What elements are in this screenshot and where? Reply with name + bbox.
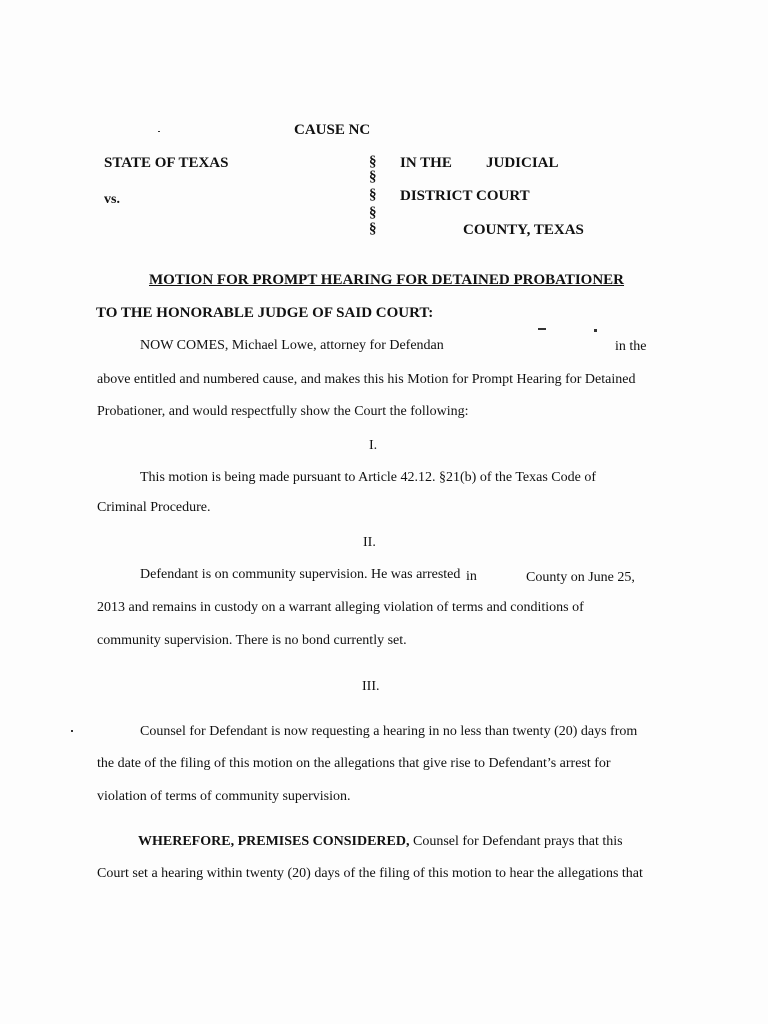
section-text-line: violation of terms of community supervision. (97, 789, 351, 804)
wherefore-line-1 (138, 834, 623, 850)
section-symbol: § (369, 169, 377, 185)
section-text-line: community supervision. There is no bond currently set. (97, 633, 407, 648)
caption-district-court: DISTRICT COURT (400, 188, 530, 204)
wherefore-line-2: Court set a hearing within twenty (20) days of the filing of this motion to hear the allegations that (97, 866, 643, 881)
section-symbol: § (369, 205, 377, 221)
section-text-line: 2013 and remains in custody on a warrant alleging violation of terms and conditions of (97, 600, 584, 615)
document-title: MOTION FOR PROMPT HEARING FOR DETAINED PROBATIONER (149, 272, 625, 288)
section-heading: I. (369, 438, 378, 453)
section-symbol: § (369, 187, 377, 203)
section-heading: II. (363, 535, 376, 550)
scan-speck (71, 730, 73, 732)
salutation: TO THE HONORABLE JUDGE OF SAID COURT: (96, 305, 434, 321)
scan-speck (538, 328, 546, 330)
section-text-fragment: in (466, 569, 477, 584)
section-symbol: § (369, 154, 377, 170)
section-text-line: the date of the filing of this motion on the allegations that give rise to Defendant’s arrest for (97, 756, 611, 771)
section-text-line: Criminal Procedure. (97, 500, 211, 515)
wherefore-lead: WHEREFORE, PREMISES CONSIDERED, (138, 834, 410, 849)
section-text-line: This motion is being made pursuant to Article 42.12. §21(b) of the Texas Code of (140, 470, 597, 485)
caption-versus: vs. (104, 192, 120, 207)
caption-county-texas: COUNTY, TEXAS (463, 222, 584, 238)
caption-court-judicial: JUDICIAL (486, 155, 559, 171)
section-heading: III. (362, 679, 380, 694)
intro-line-2: above entitled and numbered cause, and makes this his Motion for Prompt Hearing for Detained (97, 372, 636, 387)
caption-court-in-the: IN THE (400, 155, 452, 171)
section-text-line: Defendant is on community supervision. He was arrested (140, 567, 461, 582)
intro-line-1: NOW COMES, Michael Lowe, attorney for Defendan (140, 338, 444, 353)
section-text-fragment: County on June 25, (526, 570, 635, 585)
section-symbol: § (369, 221, 377, 237)
caption-party-state: STATE OF TEXAS (104, 155, 229, 171)
section-text-line: Counsel for Defendant is now requesting a hearing in no less than twenty (20) days from (140, 724, 638, 739)
scan-speck (158, 131, 160, 132)
scan-speck (594, 329, 597, 332)
wherefore-rest: Counsel for Defendant prays that this (413, 834, 623, 849)
intro-line-1-end: in the (615, 339, 647, 354)
intro-line-3: Probationer, and would respectfully show the Court the following: (97, 404, 469, 419)
cause-number-label: CAUSE NC (294, 122, 371, 138)
